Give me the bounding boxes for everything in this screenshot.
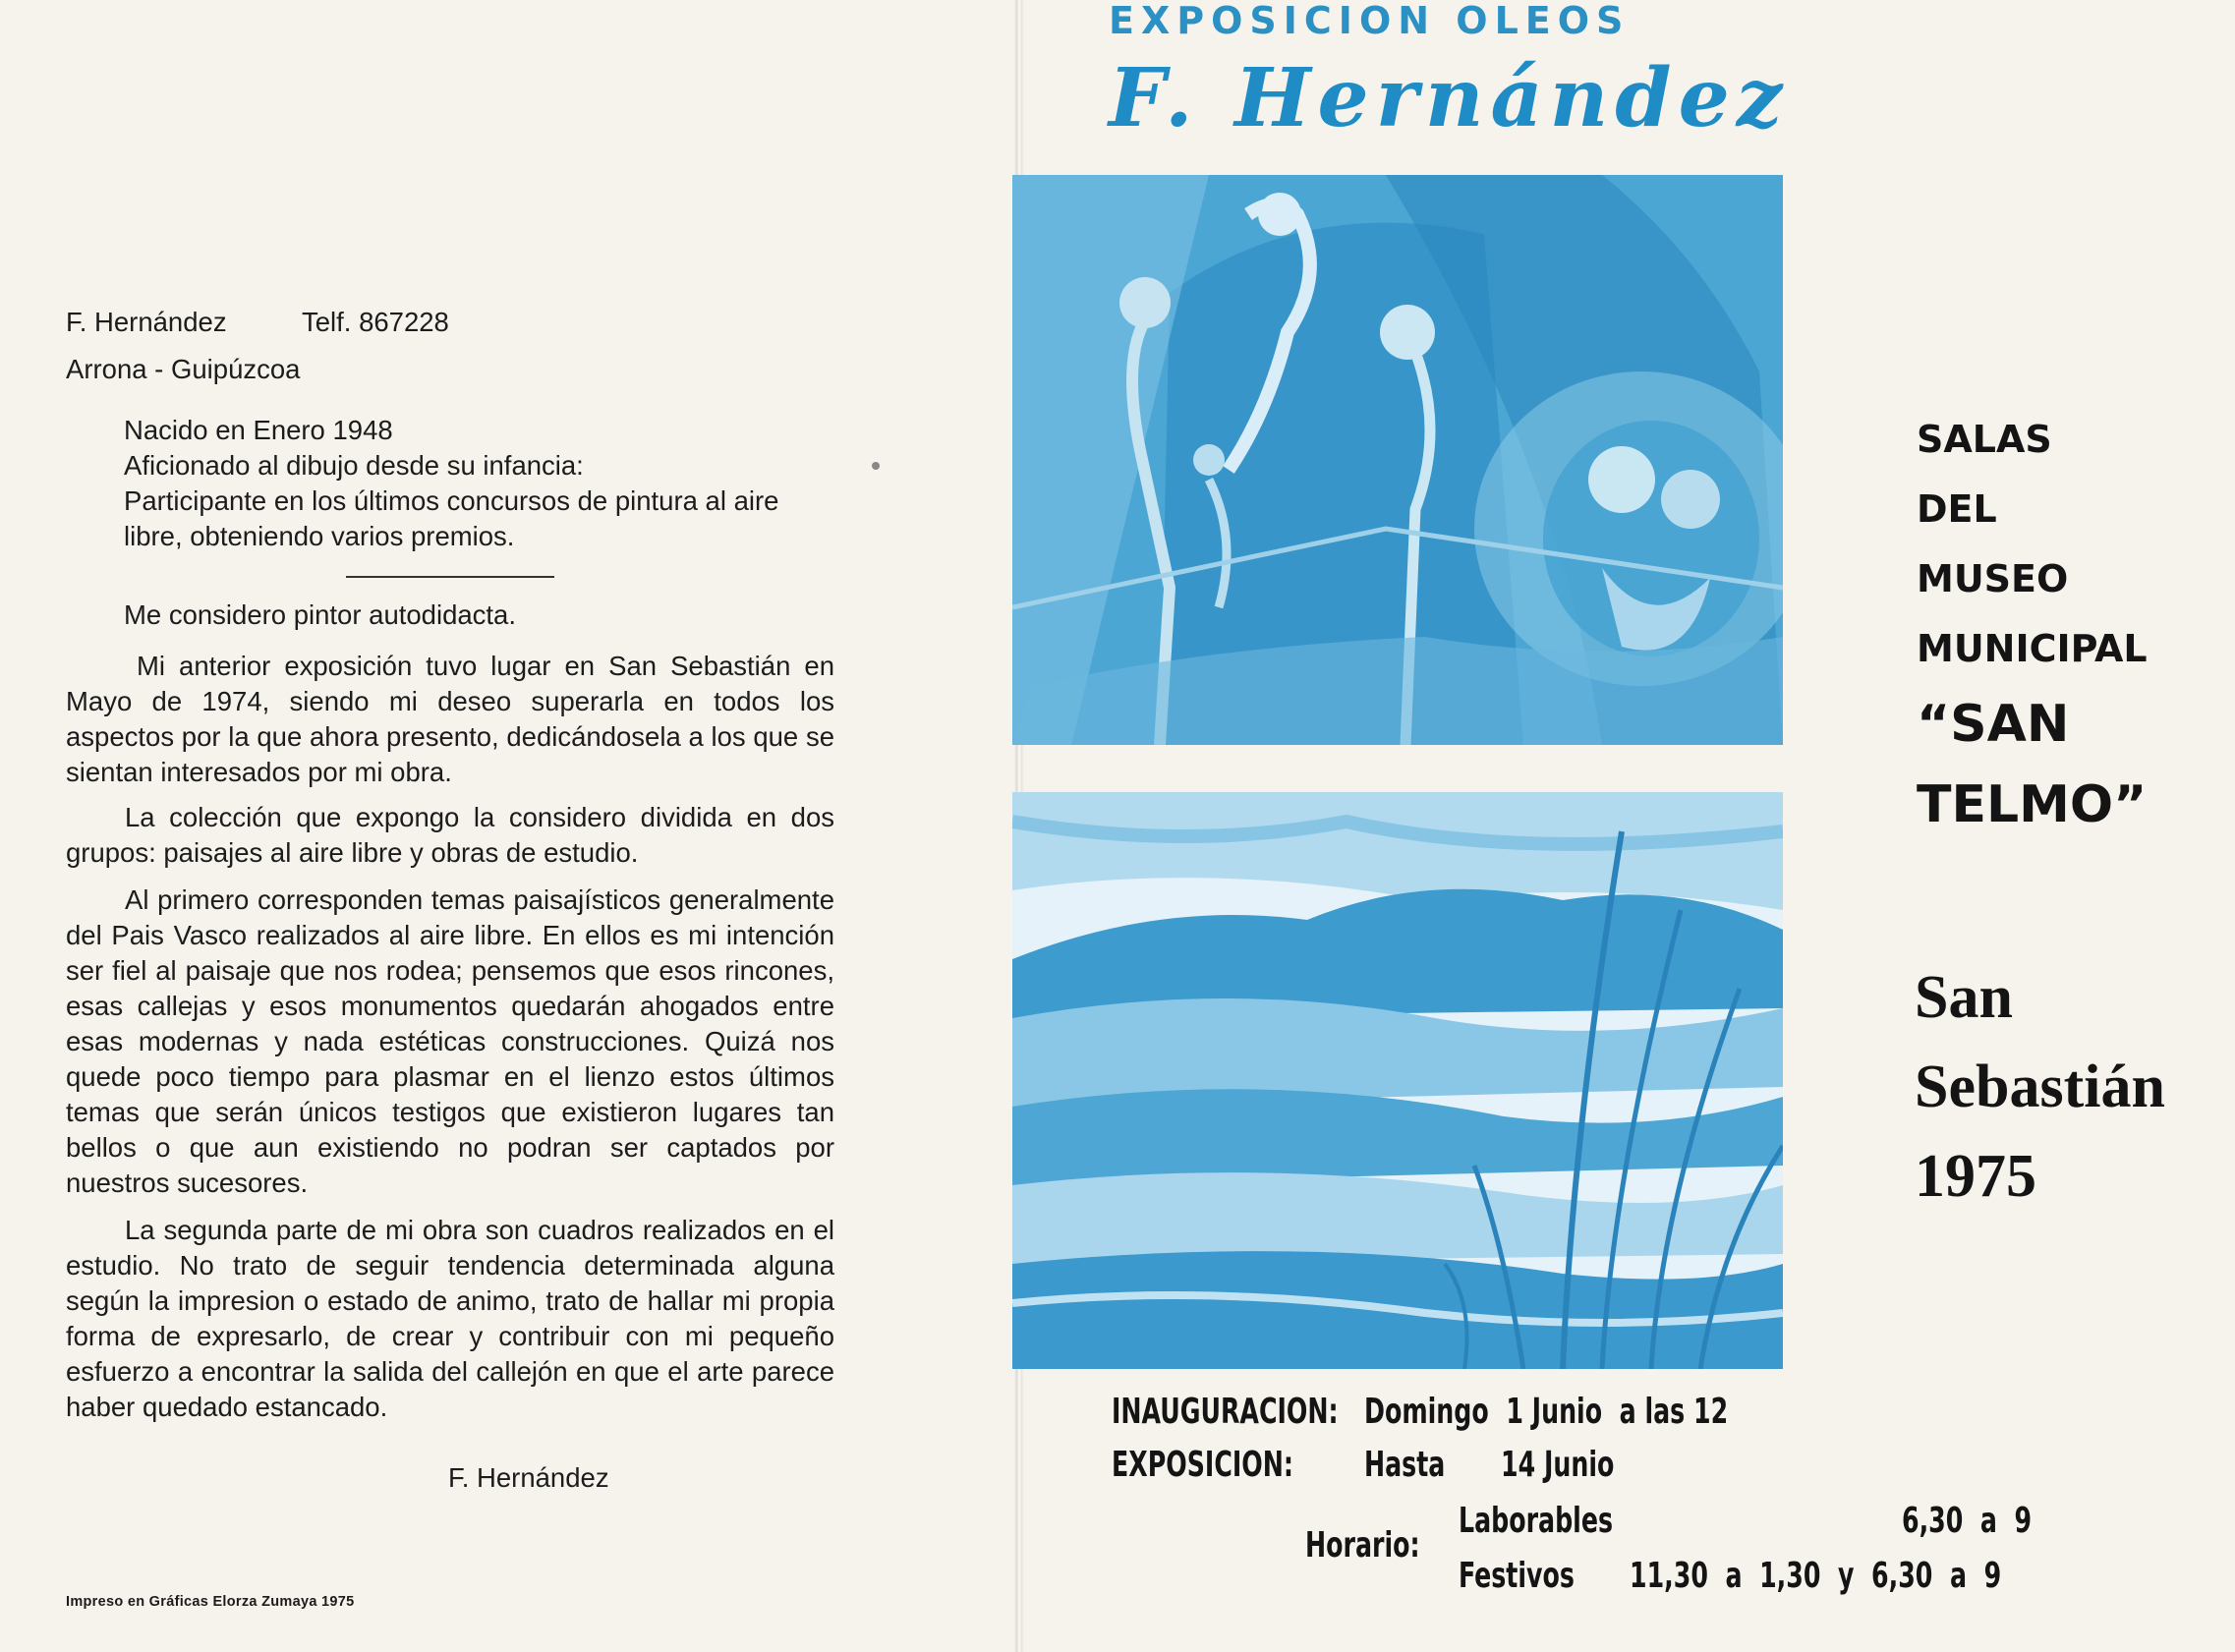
artist-title: F. Hernández [1109, 51, 1790, 145]
printer-note: Impreso en Gráficas Elorza Zumaya 1975 [66, 1594, 355, 1610]
city-year-block [1915, 953, 2229, 1222]
venue-line: SALAS [1917, 418, 2052, 461]
paragraph-collection: La colección que expongo la considero dividida en dos grupos: paisajes al aire libre y obras de estudio. [66, 802, 834, 868]
venue-line: MUSEO [1917, 557, 2069, 600]
venue-name-line: TELMO” [1917, 775, 2148, 834]
painting-landscape-image [1012, 792, 1783, 1369]
left-panel [0, 0, 1012, 1652]
laborables-time: 6,30 a 9 [1902, 1501, 2033, 1541]
city-line: 1975 [1915, 1143, 2036, 1210]
bio-line: Aficionado al dibujo desde su infancia: [124, 450, 584, 481]
inauguracion-value: Domingo 1 Junio a las 12 [1364, 1392, 1729, 1432]
exhibition-header: EXPOSICION OLEOS [1109, 0, 1631, 42]
exposicion-date: 14 Junio [1501, 1445, 1615, 1485]
horario-label: Horario: [1305, 1525, 1420, 1566]
city-line: San [1915, 964, 2013, 1031]
bio-intro [124, 413, 831, 554]
signature: F. Hernández [448, 1462, 609, 1493]
paper-speck [872, 462, 880, 470]
paragraph-landscapes: Al primero corresponden temas paisajísticos generalmente del Pais Vasco realizados al aire libre. En ellos es mi intención ser fiel al paisaje que nos rodea; pensemos que esos rincones, esas callejas y esos monumentos quedarán ahogados entre esas modernas y nada estéticas construcciones. Quizá nos quede poco tiempo para plasmar en el lienzo estos últimos temas que serán únicos testigos que existieron lugares tan bellos o que aun existiendo no podran ser captados por nuestros sucesores. [66, 884, 834, 1198]
laborables-label: Laborables [1459, 1501, 1614, 1541]
inauguracion-label: INAUGURACION: [1112, 1392, 1339, 1432]
painting-figures-image [1012, 175, 1783, 745]
self-description: Me considero pintor autodidacta. [124, 599, 516, 630]
venue-line: MUNICIPAL [1917, 627, 2148, 670]
divider-rule [346, 576, 554, 578]
contact-location: Arrona - Guipúzcoa [66, 354, 301, 384]
bio-line: libre, obteniendo varios premios. [124, 521, 515, 551]
exposicion-label: EXPOSICION: [1112, 1445, 1293, 1485]
bleed-through [1799, 197, 2221, 1572]
venue-line: DEL [1917, 487, 1997, 531]
paragraph-previous-exhibition: Mi anterior exposición tuvo lugar en San Sebastián en Mayo de 1974, siendo mi deseo superarla en todos los aspectos por la que ahora presento, dedicándosela a los que se sientan interesados por mi obra. [66, 651, 834, 787]
paragraph-studio-works: La segunda parte de mi obra son cuadros realizados en el estudio. No trato de seguir tendencia determinada alguna según la impresion o estado de animo, trato de hallar mi propia forma de expresarlo, de crear y contribuir con mi pequeño esfuerzo a encontrar la salida del callejón en que el arte parece haber quedado estancado. [66, 1215, 834, 1422]
painting-figures [1012, 175, 1783, 745]
contact-name: F. Hernández [66, 307, 227, 337]
contact-phone: Telf. 867228 [302, 307, 449, 337]
venue-block [1917, 405, 2211, 845]
bio-line: Participante en los últimos concursos de pintura al aire [124, 485, 779, 516]
venue-name-line: “SAN [1917, 695, 2070, 754]
festivos-label: Festivos [1459, 1556, 1575, 1596]
bio-line: Nacido en Enero 1948 [124, 415, 393, 445]
city-line: Sebastián [1915, 1054, 2165, 1120]
painting-landscape [1012, 792, 1783, 1369]
exposicion-until: Hasta [1364, 1445, 1446, 1485]
festivos-time: 11,30 a 1,30 y 6,30 a 9 [1630, 1556, 2002, 1596]
